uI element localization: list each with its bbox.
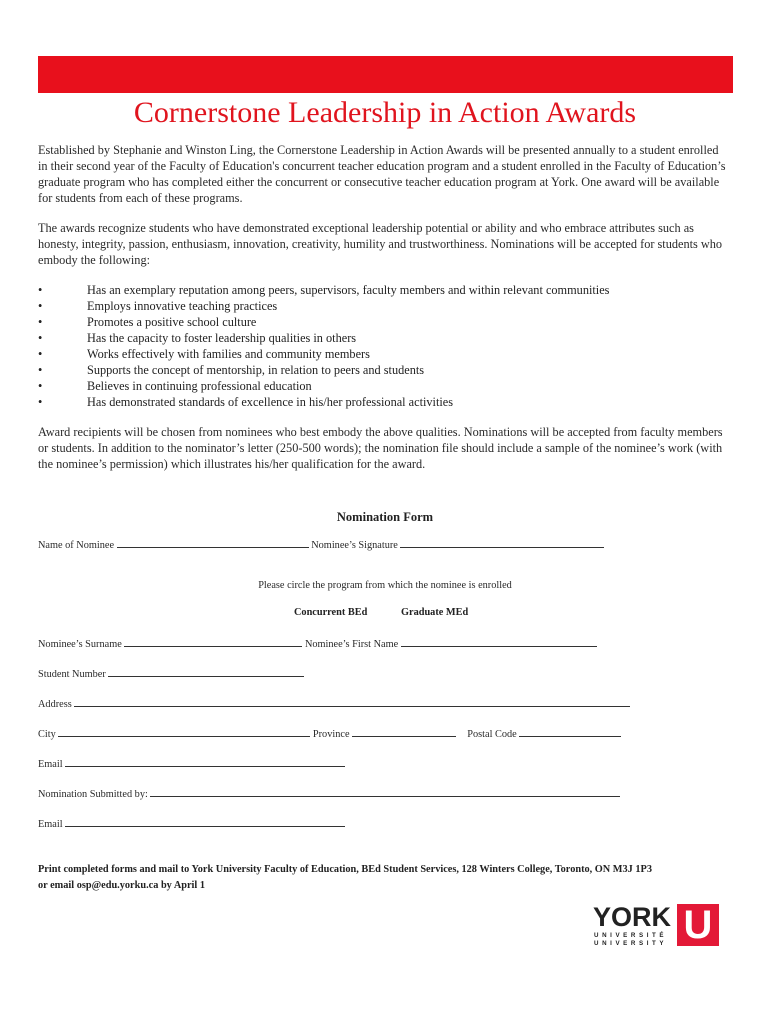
submitted-by-label: Nomination Submitted by: bbox=[38, 789, 148, 800]
bullet-icon: • bbox=[38, 379, 43, 393]
surname-field[interactable] bbox=[124, 637, 302, 647]
list-item: • Promotes a positive school culture bbox=[38, 315, 257, 329]
nominee-surname-row bbox=[38, 637, 597, 650]
city-row bbox=[38, 727, 621, 740]
header-red-bar bbox=[38, 56, 733, 93]
list-item: • Has an exemplary reputation among peers, supervisors, faculty members and within relevant communities bbox=[38, 283, 610, 297]
postal-code-field[interactable] bbox=[519, 727, 621, 737]
postal-code-label: Postal Code bbox=[467, 729, 517, 740]
bullet-icon: • bbox=[38, 315, 43, 329]
criteria-paragraph: The awards recognize students who have demonstrated exceptional leadership potential or ability and who embrace attributes such as honesty, integrity, passion, enthusiasm, innovation, creativity, humility and trustworthiness. Nominations will be accepted for students who embody the following: bbox=[38, 221, 723, 267]
page-title: Cornerstone Leadership in Action Awards bbox=[133, 96, 637, 129]
nominee-name-field[interactable] bbox=[117, 538, 309, 548]
list-item: • Supports the concept of mentorship, in relation to peers and students bbox=[38, 363, 425, 377]
intro-paragraph: Established by Stephanie and Winston Ling, the Cornerstone Leadership in Action Awards will be presented annually to a student enrolled in their second year of the Faculty of Education's concurrent teacher education program and a student enrolled in the Faculty of Education’s graduate program who has completed either the concurrent or consecutive teacher education program at York. One award will be available for students from each of these programs. bbox=[38, 143, 726, 205]
program-instruction: Please circle the program from which the nominee is enrolled bbox=[258, 580, 512, 591]
bullet-icon: • bbox=[38, 299, 43, 313]
list-item: • Works effectively with families and community members bbox=[38, 347, 370, 361]
submitted-by-field[interactable] bbox=[150, 787, 620, 797]
list-item: • Has demonstrated standards of excellence in his/her professional activities bbox=[38, 395, 454, 409]
selection-paragraph: Award recipients will be chosen from nominees who best embody the above qualities. Nominations will be accepted from faculty members or students. In addition to the nominator’s letter (250-500 words); the nomination file should include a sample of the nominee’s work (with the nominee’s permission) which illustrates his/her qualification for the award. bbox=[38, 425, 723, 471]
submitted-by-row bbox=[38, 787, 620, 800]
program-option-concurrent[interactable]: Concurrent BEd bbox=[294, 607, 368, 618]
surname-label: Nominee’s Surname bbox=[38, 639, 122, 650]
nominee-name-label: Name of Nominee bbox=[38, 540, 115, 551]
address-field[interactable] bbox=[74, 697, 630, 707]
address-label: Address bbox=[38, 699, 72, 710]
bullet-icon: • bbox=[38, 283, 43, 297]
bullet-icon: • bbox=[38, 347, 43, 361]
province-label: Province bbox=[312, 729, 350, 740]
submitter-email-label: Email bbox=[38, 819, 63, 830]
email-field[interactable] bbox=[65, 757, 345, 767]
submission-line-1: Print completed forms and mail to York University Faculty of Education, BEd Student Services, 128 Winters College, Toronto, ON M3J 1P3 bbox=[38, 864, 652, 875]
logo-wordmark: YORK bbox=[593, 902, 672, 932]
first-name-label: Nominee’s First Name bbox=[304, 639, 399, 650]
list-item: • Has the capacity to foster leadership qualities in others bbox=[38, 331, 357, 345]
logo-u-icon: U bbox=[677, 904, 719, 946]
address-row bbox=[38, 697, 630, 710]
student-number-label: Student Number bbox=[38, 669, 106, 680]
email-row bbox=[38, 757, 345, 770]
bullet-icon: • bbox=[38, 331, 43, 345]
list-item: • Believes in continuing professional education bbox=[38, 379, 312, 393]
form-heading: Nomination Form bbox=[336, 510, 434, 524]
logo-subtitle-english: UNIVERSITY bbox=[594, 940, 668, 947]
criteria-list bbox=[38, 282, 728, 410]
submission-line-2: or email osp@edu.yorku.ca by April 1 bbox=[38, 880, 206, 891]
first-name-field[interactable] bbox=[401, 637, 597, 647]
city-label: City bbox=[38, 729, 56, 740]
nominee-signature-label: Nominee’s Signature bbox=[311, 540, 398, 551]
bullet-icon: • bbox=[38, 395, 43, 409]
bullet-icon: • bbox=[38, 363, 43, 377]
program-option-graduate[interactable]: Graduate MEd bbox=[401, 607, 469, 618]
logo-subtitle-french: UNIVERSITÉ bbox=[594, 932, 668, 939]
list-item: • Employs innovative teaching practices bbox=[38, 299, 278, 313]
student-number-row bbox=[38, 667, 304, 680]
student-number-field[interactable] bbox=[108, 667, 304, 677]
email-label: Email bbox=[38, 759, 63, 770]
submitter-email-row bbox=[38, 817, 345, 830]
york-university-logo bbox=[593, 903, 723, 948]
province-field[interactable] bbox=[352, 727, 456, 737]
city-field[interactable] bbox=[58, 727, 310, 737]
nominee-name-row bbox=[38, 538, 604, 551]
submitter-email-field[interactable] bbox=[65, 817, 345, 827]
nominee-signature-field[interactable] bbox=[400, 538, 604, 548]
submission-instructions bbox=[38, 862, 738, 894]
